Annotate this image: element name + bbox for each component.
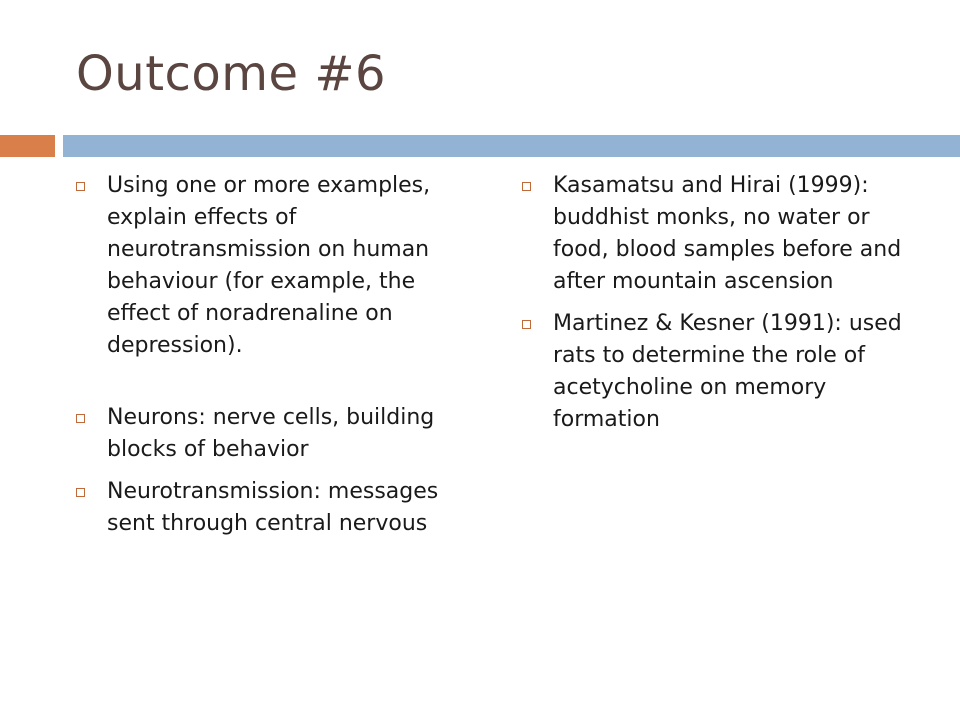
right-column: [522, 170, 922, 446]
square-bullet-icon: [76, 182, 85, 191]
list-item-text: Neurotransmission: messages sent through central nervous: [107, 479, 439, 536]
square-bullet-icon: [76, 488, 85, 497]
left-column: [76, 170, 466, 550]
list-item: [76, 476, 466, 540]
list-item-text: Neurons: nerve cells, building blocks of behavior: [107, 405, 435, 462]
list-item-text: Using one or more examples, explain effects of neurotransmission on human behaviour (for example, the effect of noradrenaline on depression).: [107, 173, 431, 358]
list-item-text: Kasamatsu and Hirai (1999): buddhist monks, no water or food, blood samples before and after mountain ascension: [553, 173, 902, 294]
list-item-text: Martinez & Kesner (1991): used rats to determine the role of acetycholine on memory formation: [553, 311, 902, 432]
list-item: [76, 170, 466, 362]
square-bullet-icon: [522, 320, 531, 329]
square-bullet-icon: [76, 414, 85, 423]
list-item: [522, 308, 922, 436]
square-bullet-icon: [522, 182, 531, 191]
accent-bar-orange: [0, 135, 55, 157]
slide-title: Outcome #6: [76, 46, 387, 102]
list-item: [522, 170, 922, 298]
left-bullet-list: [76, 170, 466, 540]
right-bullet-list: [522, 170, 922, 436]
list-item: [76, 402, 466, 466]
accent-bar-blue: [63, 135, 960, 157]
